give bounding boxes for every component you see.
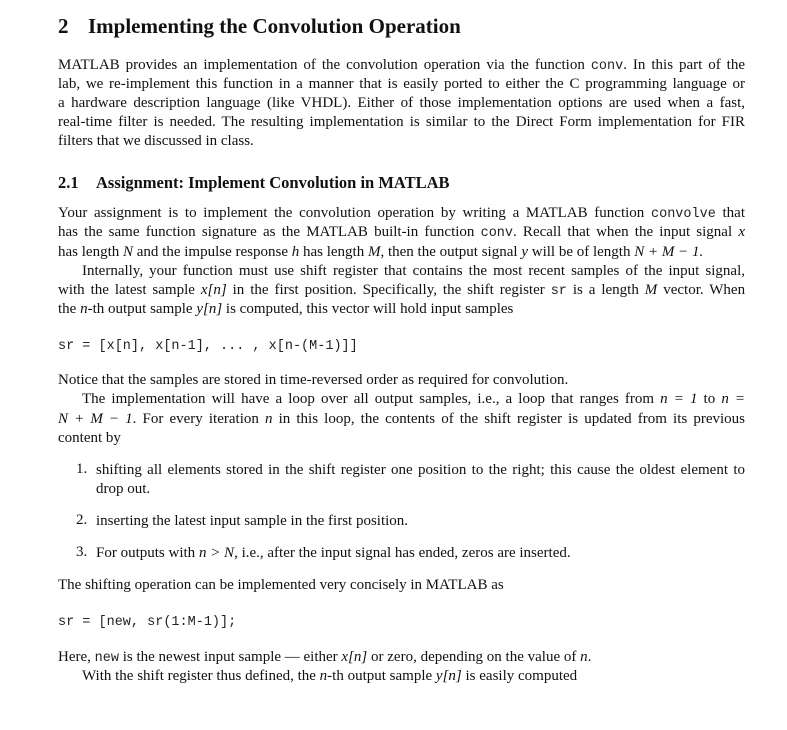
internal-line-3: the n-th output sample y[n] is computed, this vector will hold input samples [58, 301, 514, 317]
assign-line-3: has length N and the impulse response h has length M, then the output signal y will be of length N + M − 1. [58, 244, 704, 260]
intro-line-1: MATLAB provides an implementation of the convolution operation via the function conv. In this part of the [58, 57, 746, 74]
notice-line-1: Notice that the samples are stored in time-reversed order as required for convolution. [58, 372, 569, 388]
code-convolve: convolve [651, 207, 716, 222]
notice-line-2: The implementation will have a loop over all output samples, i.e., a loop that ranges from n = 1 to n = [82, 391, 746, 407]
code-sr: sr [550, 284, 567, 299]
intro-line-2: lab, we re-implement this function in a manner that is easily ported to either the C programming language or [58, 76, 745, 92]
subsection-number: 2.1 [58, 173, 79, 192]
list-item-1-line-2: drop out. [96, 481, 151, 497]
list-item-number: 2. [76, 512, 88, 528]
code-new: new [94, 651, 119, 666]
list-item-3: For outputs with n > N, i.e., after the input signal has ended, zeros are inserted. [96, 545, 571, 561]
code-conv-2: conv [480, 226, 513, 241]
code-block-2: sr = [new, sr(1:M-1)]; [58, 615, 237, 630]
notice-line-3: N + M − 1. For every iteration n in this loop, the contents of the shift register is updated from its previous [58, 411, 745, 427]
section-heading [58, 14, 461, 39]
intro-line-5: filters that we discussed in class. [58, 133, 254, 149]
list-item-number: 3. [76, 544, 88, 560]
intro-line-4: real-time filter is needed. The resulting implementation is similar to the Direct Form implementation for FIR [58, 114, 745, 130]
shifting-text: The shifting operation can be implemented very concisely in MATLAB as [58, 577, 504, 593]
here-line-1: Here, new is the newest input sample — either x[n] or zero, depending on the value of n. [58, 649, 592, 666]
intro-line-3: a hardware description language (like VHDL). Either of those implementation options are used when a fast, [58, 95, 745, 111]
code-conv: conv [590, 59, 624, 74]
notice-line-4: content by [58, 430, 121, 446]
assign-line-1: Your assignment is to implement the convolution operation by writing a MATLAB function convolve that [58, 205, 746, 222]
list-item-1-line-1: shifting all elements stored in the shift register one position to the right; this cause the oldest element to [96, 462, 745, 478]
internal-line-1: Internally, your function must use shift register that contains the most recent samples of the input signal, [82, 263, 745, 279]
list-item-2: inserting the latest input sample in the first position. [96, 513, 409, 529]
code-block-1: sr = [x[n], x[n-1], ... , x[n-(M-1)]] [58, 339, 358, 354]
list-item-number: 1. [76, 461, 88, 477]
subsection-title: Assignment: Implement Convolution in MATLAB [96, 173, 450, 192]
subsection-heading [58, 173, 450, 193]
internal-line-2: with the latest sample x[n] in the first position. Specifically, the shift register sr is a length M vector. When [58, 282, 746, 299]
section-number: 2 [58, 14, 69, 38]
section-title: Implementing the Convolution Operation [88, 14, 461, 38]
here-line-2: With the shift register thus defined, the n-th output sample y[n] is easily computed [82, 668, 578, 684]
assign-line-2: has the same function signature as the MATLAB built-in function conv. Recall that when the input signal x [58, 224, 745, 241]
